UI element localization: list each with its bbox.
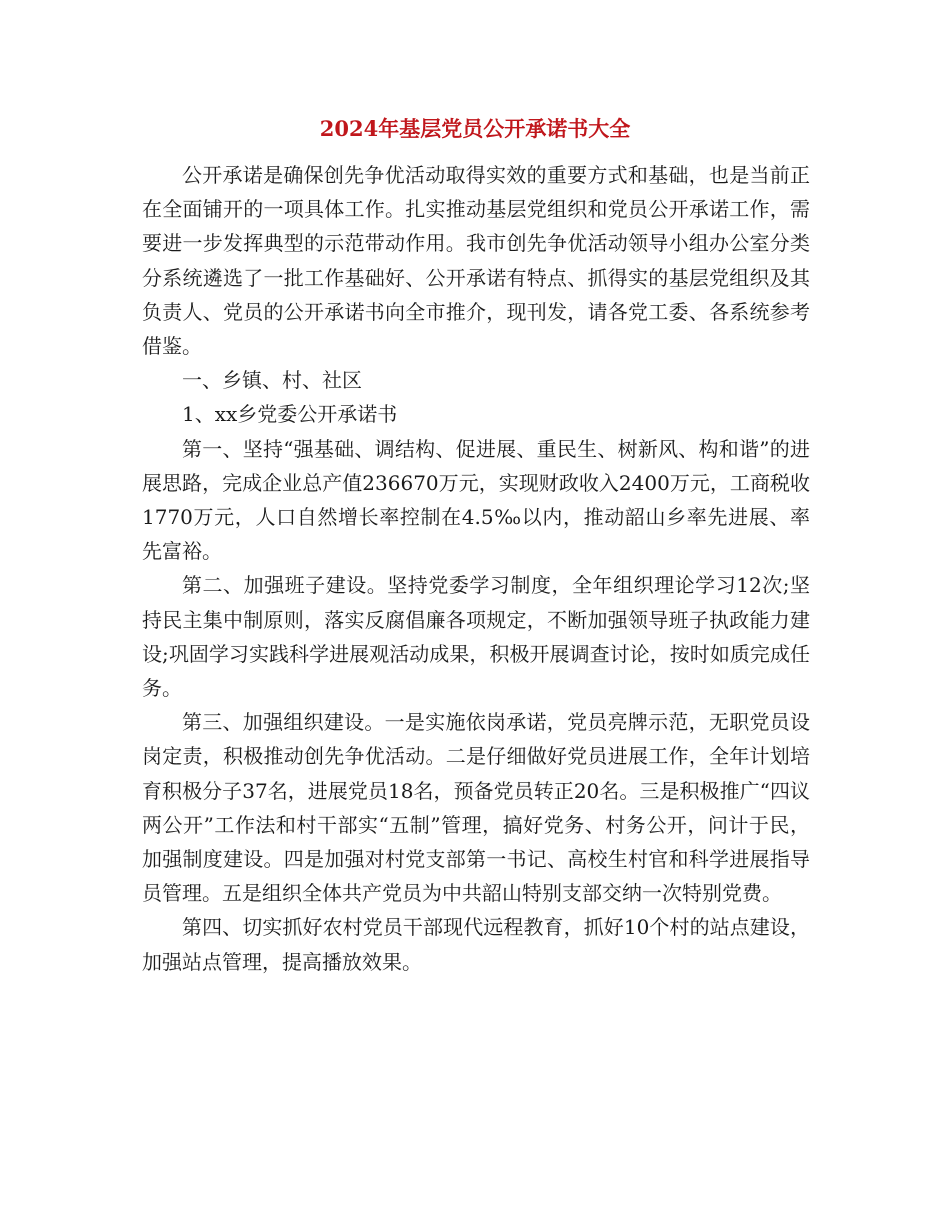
commitment-paragraph-1: 第一、坚持“强基础、调结构、促进展、重民生、树新风、构和谐”的进展思路，完成企业总产值236670万元，实现财政收入2400万元，工商税收1770万元，人口自然增长率控制在4.5‰以内，推动韶山乡率先进展、率先富裕。: [142, 436, 810, 564]
subsection-heading: 1、xx乡党委公开承诺书: [182, 402, 398, 427]
commitment-paragraph-4: 第四、切实抓好农村党员干部现代远程教育，抓好10个村的站点建设，加强站点管理，提高播放效果。: [142, 915, 810, 974]
document-body: [142, 158, 810, 979]
commitment-paragraph-3: 第三、加强组织建设。一是实施依岗承诺，党员亮牌示范，无职党员设岗定责，积极推动创先争优活动。二是仔细做好党员进展工作，全年计划培育积极分子37名，进展党员18名，预备党员转正20名。三是积极推广“四议两公开”工作法和村干部实“五制”管理，搞好党务、村务公开，问计于民，加强制度建设。四是加强对村党支部第一书记、高校生村官和科学进展指导员管理。五是组织全体共产党员为中共韶山特别支部交纳一次特别党费。: [142, 710, 810, 906]
section-heading: 一、乡镇、村、社区: [182, 368, 362, 393]
document-title: 2024年基层党员公开承诺书大全: [319, 116, 631, 141]
commitment-paragraph-2: 第二、加强班子建设。坚持党委学习制度，全年组织理论学习12次;坚持民主集中制原则，落实反腐倡廉各项规定，不断加强领导班子执政能力建设;巩固学习实践科学进展观活动成果，积极开展调查讨论，按时如质完成任务。: [142, 573, 810, 701]
intro-paragraph: 公开承诺是确保创先争优活动取得实效的重要方式和基础，也是当前正在全面铺开的一项具体工作。扎实推动基层党组织和党员公开承诺工作，需要进一步发挥典型的示范带动作用。我市创先争优活动领导小组办公室分类分系统遴选了一批工作基础好、公开承诺有特点、抓得实的基层党组织及其负责人、党员的公开承诺书向全市推介，现刊发，请各党工委、各系统参考借鉴。: [142, 163, 810, 359]
